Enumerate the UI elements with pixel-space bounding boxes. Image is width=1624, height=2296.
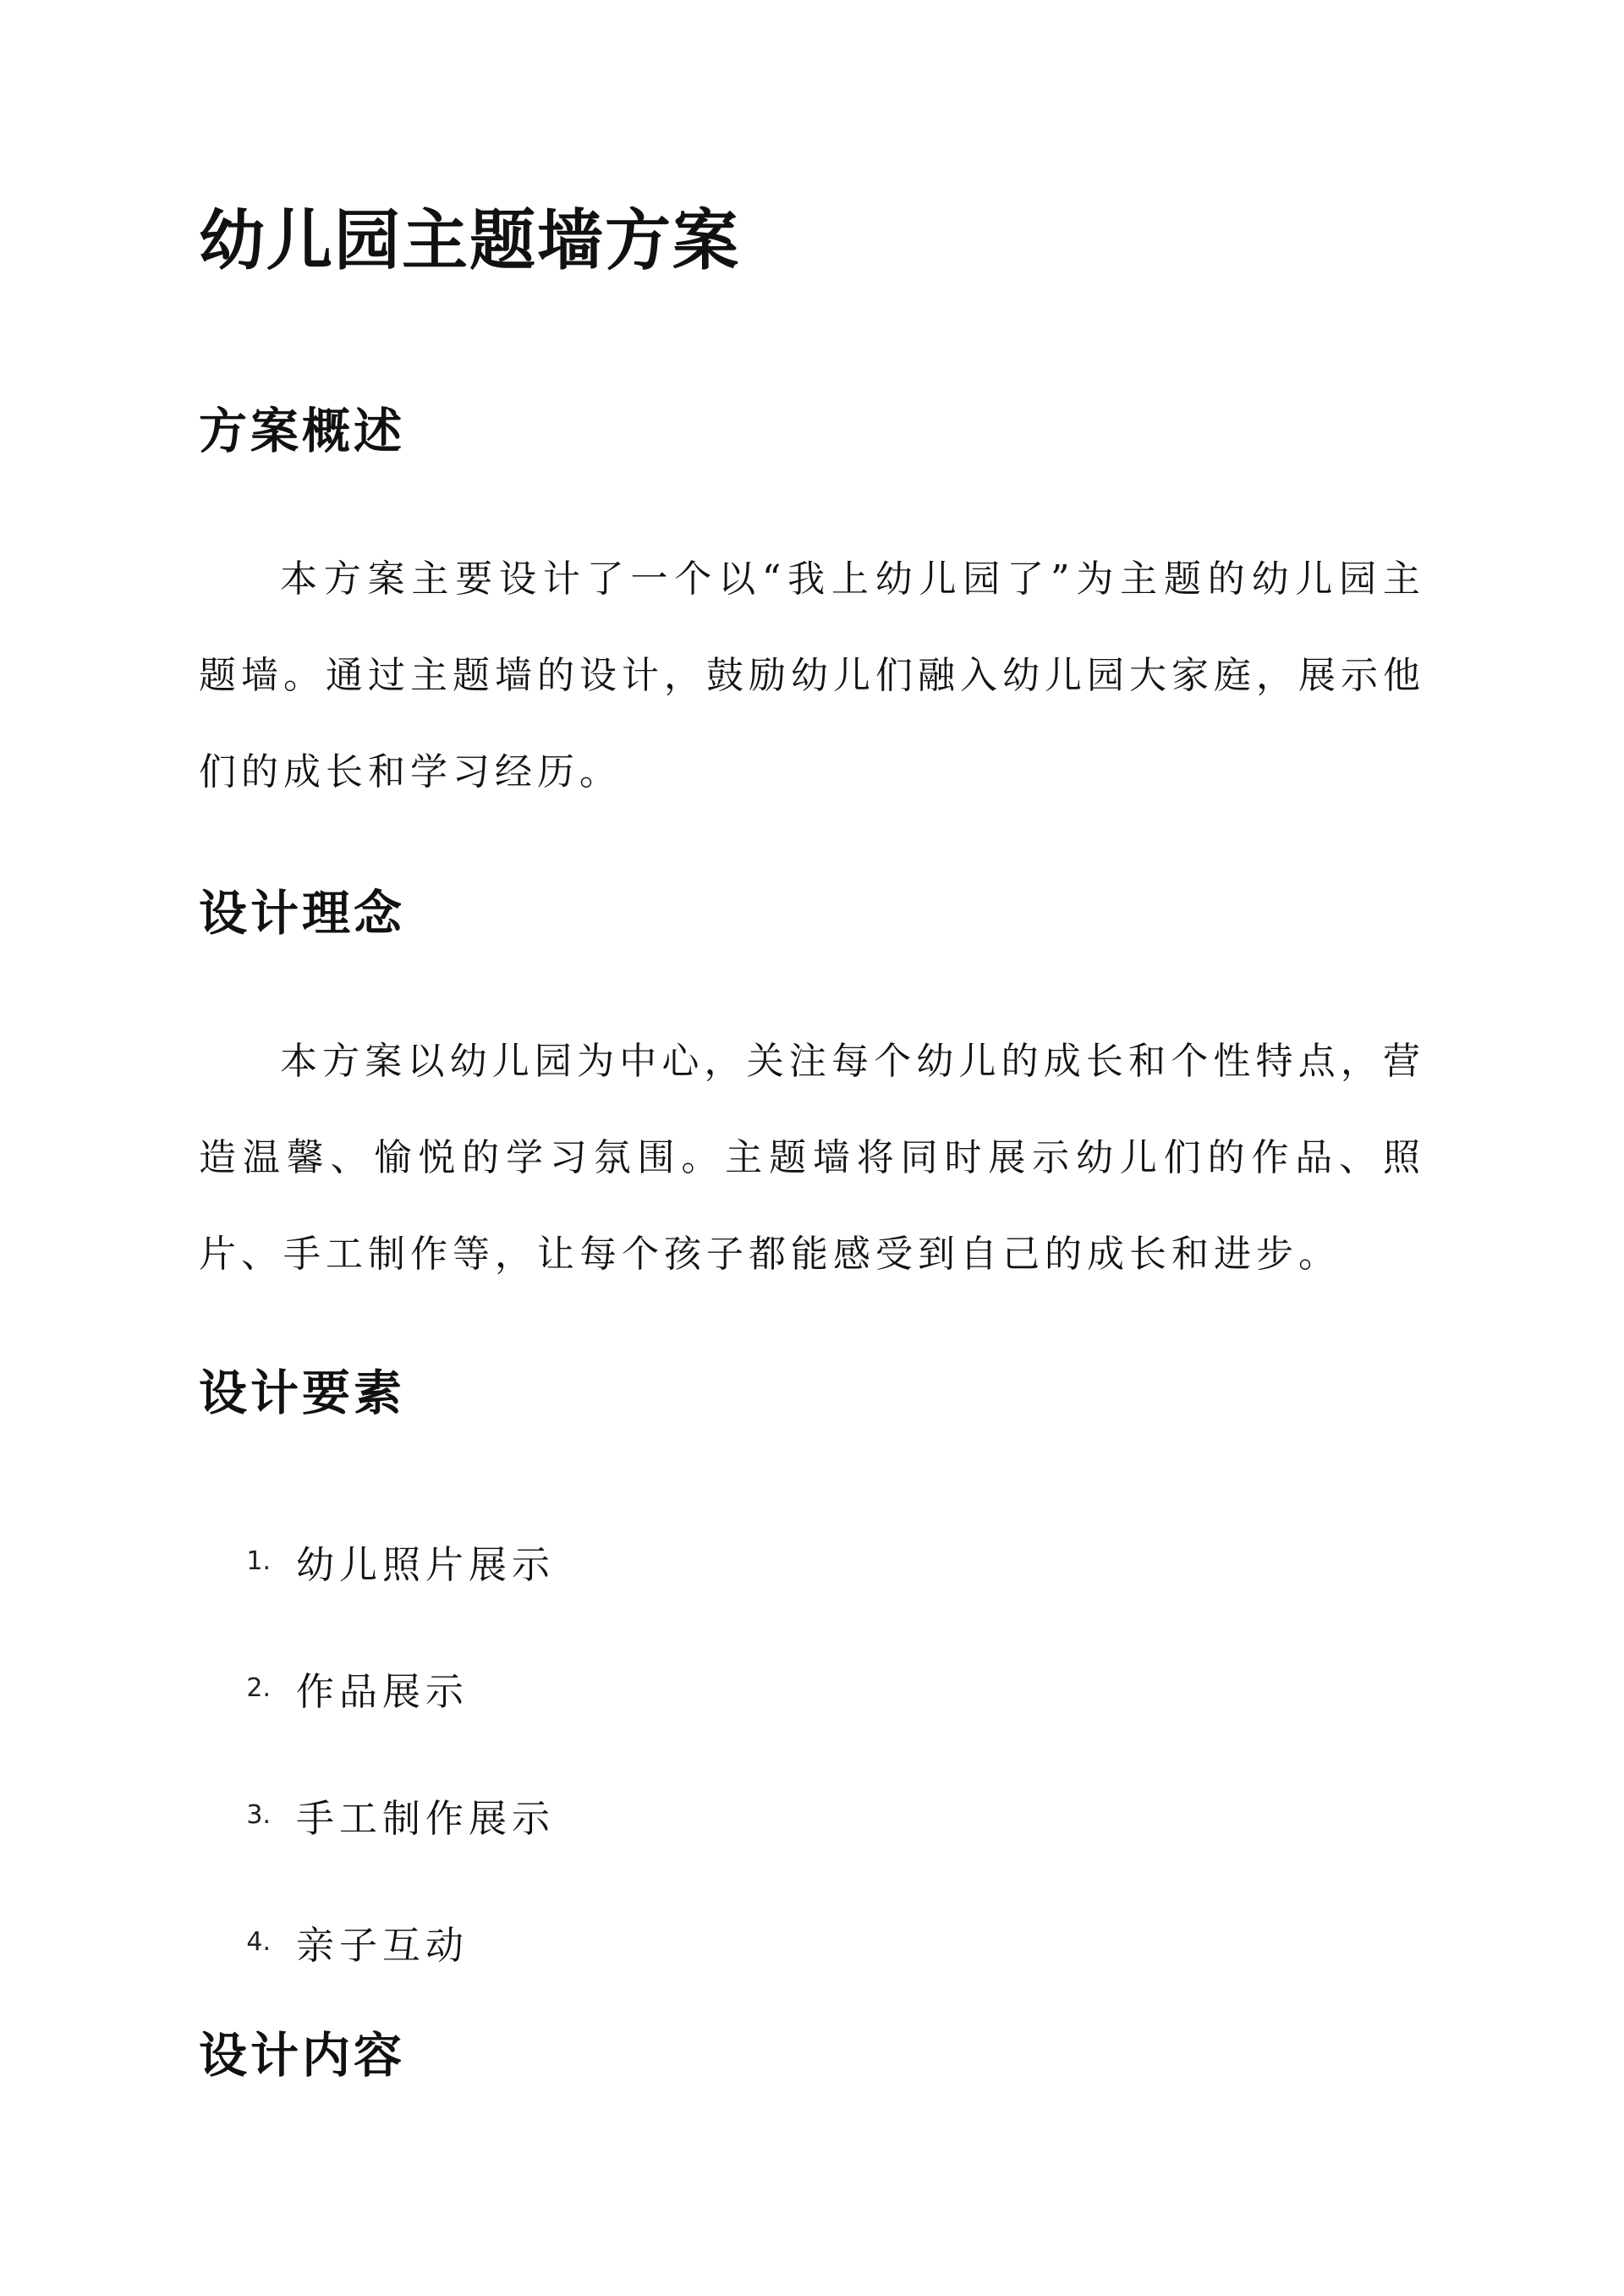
list-number: 3.: [246, 1799, 271, 1830]
list-item: [199, 1624, 555, 1751]
list-number: 1.: [246, 1546, 271, 1576]
section-heading-overview: 方案概述: [199, 403, 405, 459]
list-item: [199, 1751, 555, 1878]
overview-paragraph: 本方案主要设计了一个以“我上幼儿园了”为主题的幼儿园主题墙。通过主题墙的设计，鼓励幼儿们融入幼儿园大家庭，展示他们的成长和学习经历。: [199, 558, 1425, 794]
design-elements-list: [199, 1497, 555, 2005]
list-item-text: 作品展示: [296, 1668, 469, 1714]
document-title: 幼儿园主题墙方案: [199, 202, 741, 279]
list-number: 4.: [246, 1926, 271, 1957]
list-item-text: 手工制作展示: [296, 1795, 556, 1841]
list-item: [199, 1497, 555, 1624]
section-heading-concept: 设计理念: [199, 885, 405, 942]
concept-paragraph: 本方案以幼儿园为中心，关注每个幼儿的成长和个性特点，营造温馨、愉悦的学习氛围。主题墙将同时展示幼儿们的作品、照片、手工制作等，让每个孩子都能感受到自己的成长和进步。: [199, 1040, 1425, 1276]
list-item: [199, 1878, 555, 2005]
section-heading-elements: 设计要素: [199, 1365, 405, 1421]
list-item-text: 幼儿照片展示: [296, 1541, 556, 1587]
list-item-text: 亲子互动: [296, 1922, 469, 1968]
section-heading-content: 设计内容: [199, 2027, 405, 2084]
list-number: 2.: [246, 1673, 271, 1703]
